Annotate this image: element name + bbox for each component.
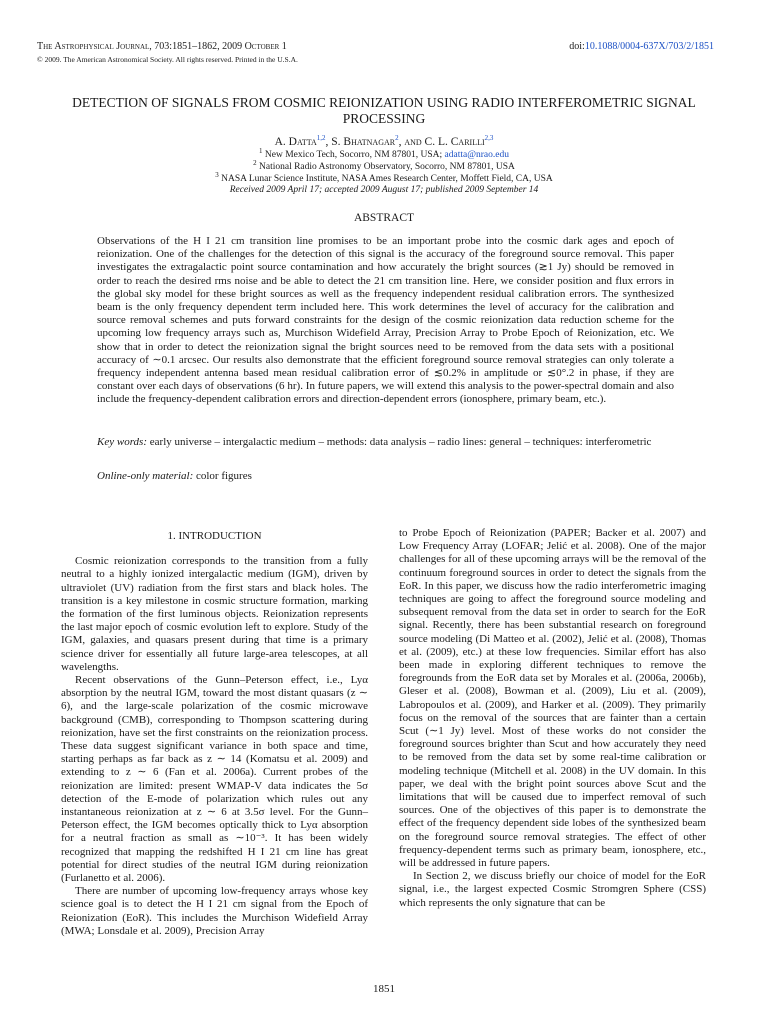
- section-heading: 1. INTRODUCTION: [167, 530, 262, 542]
- online-material: Online-only material: color figures: [97, 470, 252, 482]
- paragraph: Cosmic reionization corresponds to the transition from a fully neutral to a highly ionized intergalactic medium (IGM), driven by ultraviolet (UV) radiation from the first stars and black holes. The transition is a key milestone in cosmic structure formation, marking the formation of the first luminous objects. Reionization represents the last major epoch of cosmic evolution left to explore. Study of the IGM, galaxies, and quasars present during that time is a primary science driver for essentially all future large-area telescopes, at all wavelengths.: [61, 555, 368, 673]
- author-affil-ref[interactable]: 2: [395, 134, 399, 143]
- page-number: 1851: [373, 983, 395, 995]
- author-name: , S. Bhatnagar: [325, 136, 396, 148]
- doi-link[interactable]: 10.1088/0004-637X/703/2/1851: [584, 41, 714, 52]
- paragraph: In Section 2, we discuss briefly our choice of model for the EoR signal, i.e., the largest expected Cosmic Stromgren Sphere (CSS) which represents the only signature that can be: [399, 870, 706, 909]
- affiliation-3: $^3$ NASA Lunar Science Institute, NASA Ames Research Center, Moffett Field, CA, USA: [215, 170, 553, 184]
- copyright-line: © 2009. The American Astronomical Society. All rights reserved. Printed in the U.S.A.: [37, 55, 298, 64]
- author-list: [0, 136, 768, 148]
- body-column-right: [399, 527, 706, 910]
- abstract-body: Observations of the H I 21 cm transition line promises to be an important probe into the cosmic dark ages and epoch of reionization. One of the challenges for the detection of this signal is the accuracy of the foreground source removal. This paper investigates the extragalactic point source contamination and how accurately the bright sources (≳1 Jy) should be removed in order to reach the desired rms noise and be able to detect the 21 cm transition line. Here, we consider position and flux errors in the global sky model for these bright sources as well as the frequency independent residual calibration errors. The synthesized beam is the only frequency dependent term included here. This work determines the level of accuracy for the calibration and source removal schemes and puts forward constraints for the design of the cosmic reionization data reduction scheme for the upcoming low frequency arrays such as, Murchison Widefield Array, Precision Array to Probe Epoch of Reionization, etc. We show that in order to detect the reionization signal the bright sources need to be removed from the data sets with a positional accuracy of ∼0.1 arcsec. Our results also demonstrate that the efficient foreground source removal strategies can only tolerate a frequency independent antenna based mean residual calibration error of ≲0.2% in amplitude or ≲0°.2 in phase, if they are constant over each days of observations (6 hr). In future papers, we will extend this analysis to the power-spectral domain and also include the frequency-dependent calibration errors and direction-dependent errors (ionosphere, primary beam, etc.).: [97, 235, 674, 406]
- paper-title: DETECTION OF SIGNALS FROM COSMIC REIONIZATION USING RADIO INTERFEROMETRIC SIGNAL PROCESSING: [72, 95, 696, 126]
- paragraph: Recent observations of the Gunn–Peterson effect, i.e., Lyα absorption by the neutral IGM, toward the most distant quasars (z ∼ 6), and the large-scale polarization of the cosmic microwave background (CMB), corresponding to Thompson scattering during reionization, have set the first constraints on the reionization process. These data suggest significant variance in both space and time, starting perhaps as far back as z ∼ 14 (Komatsu et al. 2009) and extending to z ∼ 6 (Fan et al. 2006a). Current probes of the reionization are limited: present WMAP-V data indicates the 5σ detection of the E-mode of polarization which rules out any instantaneous reionization at z ∼ 6 at 3.5σ level. For the Gunn–Peterson effect, the IGM becomes optically thick to Lyα absorption for a neutral fraction as small as ∼10⁻³. It has been widely recognized that mapping the redshifted H I 21 cm line has great potential for direct studies of the neutral IGM during reionization (Furlanetto et al. 2006).: [61, 674, 368, 885]
- abstract-heading: ABSTRACT: [353, 212, 415, 224]
- author-affil-ref[interactable]: 1,2: [316, 134, 326, 143]
- received-dates: Received 2009 April 17; accepted 2009 August 17; published 2009 September 14: [229, 185, 539, 195]
- doi: doi:10.1088/0004-637X/703/2/1851: [569, 41, 714, 52]
- affiliation-2: $^2$ National Radio Astronomy Observatory, Socorro, NM 87801, USA: [253, 158, 515, 172]
- paragraph: There are number of upcoming low-frequency arrays whose key science goal is to detect the H I 21 cm signal from the Epoch of Reionization (EoR). This includes the Murchison Widefield Array (MWA; Lonsdale et al. 2009), Precision Array: [61, 885, 368, 937]
- author-affil-ref[interactable]: 2,3: [484, 134, 494, 143]
- affiliation-1: $^1$ New Mexico Tech, Socorro, NM 87801, USA; adatta@nrao.edu: [259, 146, 509, 160]
- author-email-link[interactable]: adatta@nrao.edu: [444, 150, 509, 160]
- paragraph: to Probe Epoch of Reionization (PAPER; Backer et al. 2007) and Low Frequency Array (LOFAR; Jelić et al. 2008). One of the major challenges for all of these upcoming arrays will be the removal of the continuum foreground sources in order to detect the signals from the EoR. In this paper, we discuss how the radio interferometric imaging techniques are going to affect the foreground source modeling and subsequent removal from the data set in order to search for the EoR signal. Recently, there has been substantial research on foreground source modeling (Di Matteo et al. (2002), Jelić et al. (2008), Thomas et al. (2009), etc.) at these low frequencies. Similar effort has also been made in exploring different techniques to remove the foregrounds from the EoR data set by Morales et al. (2006a, 2006b), Gleser et al. (2008), Bowman et al. (2009), Liu et al. (2009), Labropoulos et al. (2009), and Harker et al. (2009). They primarily focus on the removal of the sources that are fainter than a certain Scut (∼1 Jy) level. Most of these works do not consider the foreground sources brighter than Scut and how accurately they need to be removed from the data set by some real-time calibration or modeling technique (Mitchell et al. 2008) in the UV domain. In this paper, we deal with the bright point sources above Scut and the limitations that will be caused due to imperfect removal of such sources. One of the objectives of this paper is to demonstrate the effect of the frequency dependent side lobes of the synthesized beam on the foreground source removal strategies. The effect of other frequency-dependent terms such as primary beam, ionosphere, etc., will be addressed in future papers.: [399, 527, 706, 870]
- author-name: A. Datta: [274, 136, 317, 148]
- journal-citation: The Astrophysical Journal, 703:1851–1862, 2009 October 1: [37, 41, 287, 52]
- body-column-left: [61, 530, 368, 938]
- keywords: Key words: early universe – intergalactic medium – methods: data analysis – radio lines: general – techniques: interferometric: [97, 436, 652, 448]
- author-name: , and C. L. Carilli: [398, 136, 485, 148]
